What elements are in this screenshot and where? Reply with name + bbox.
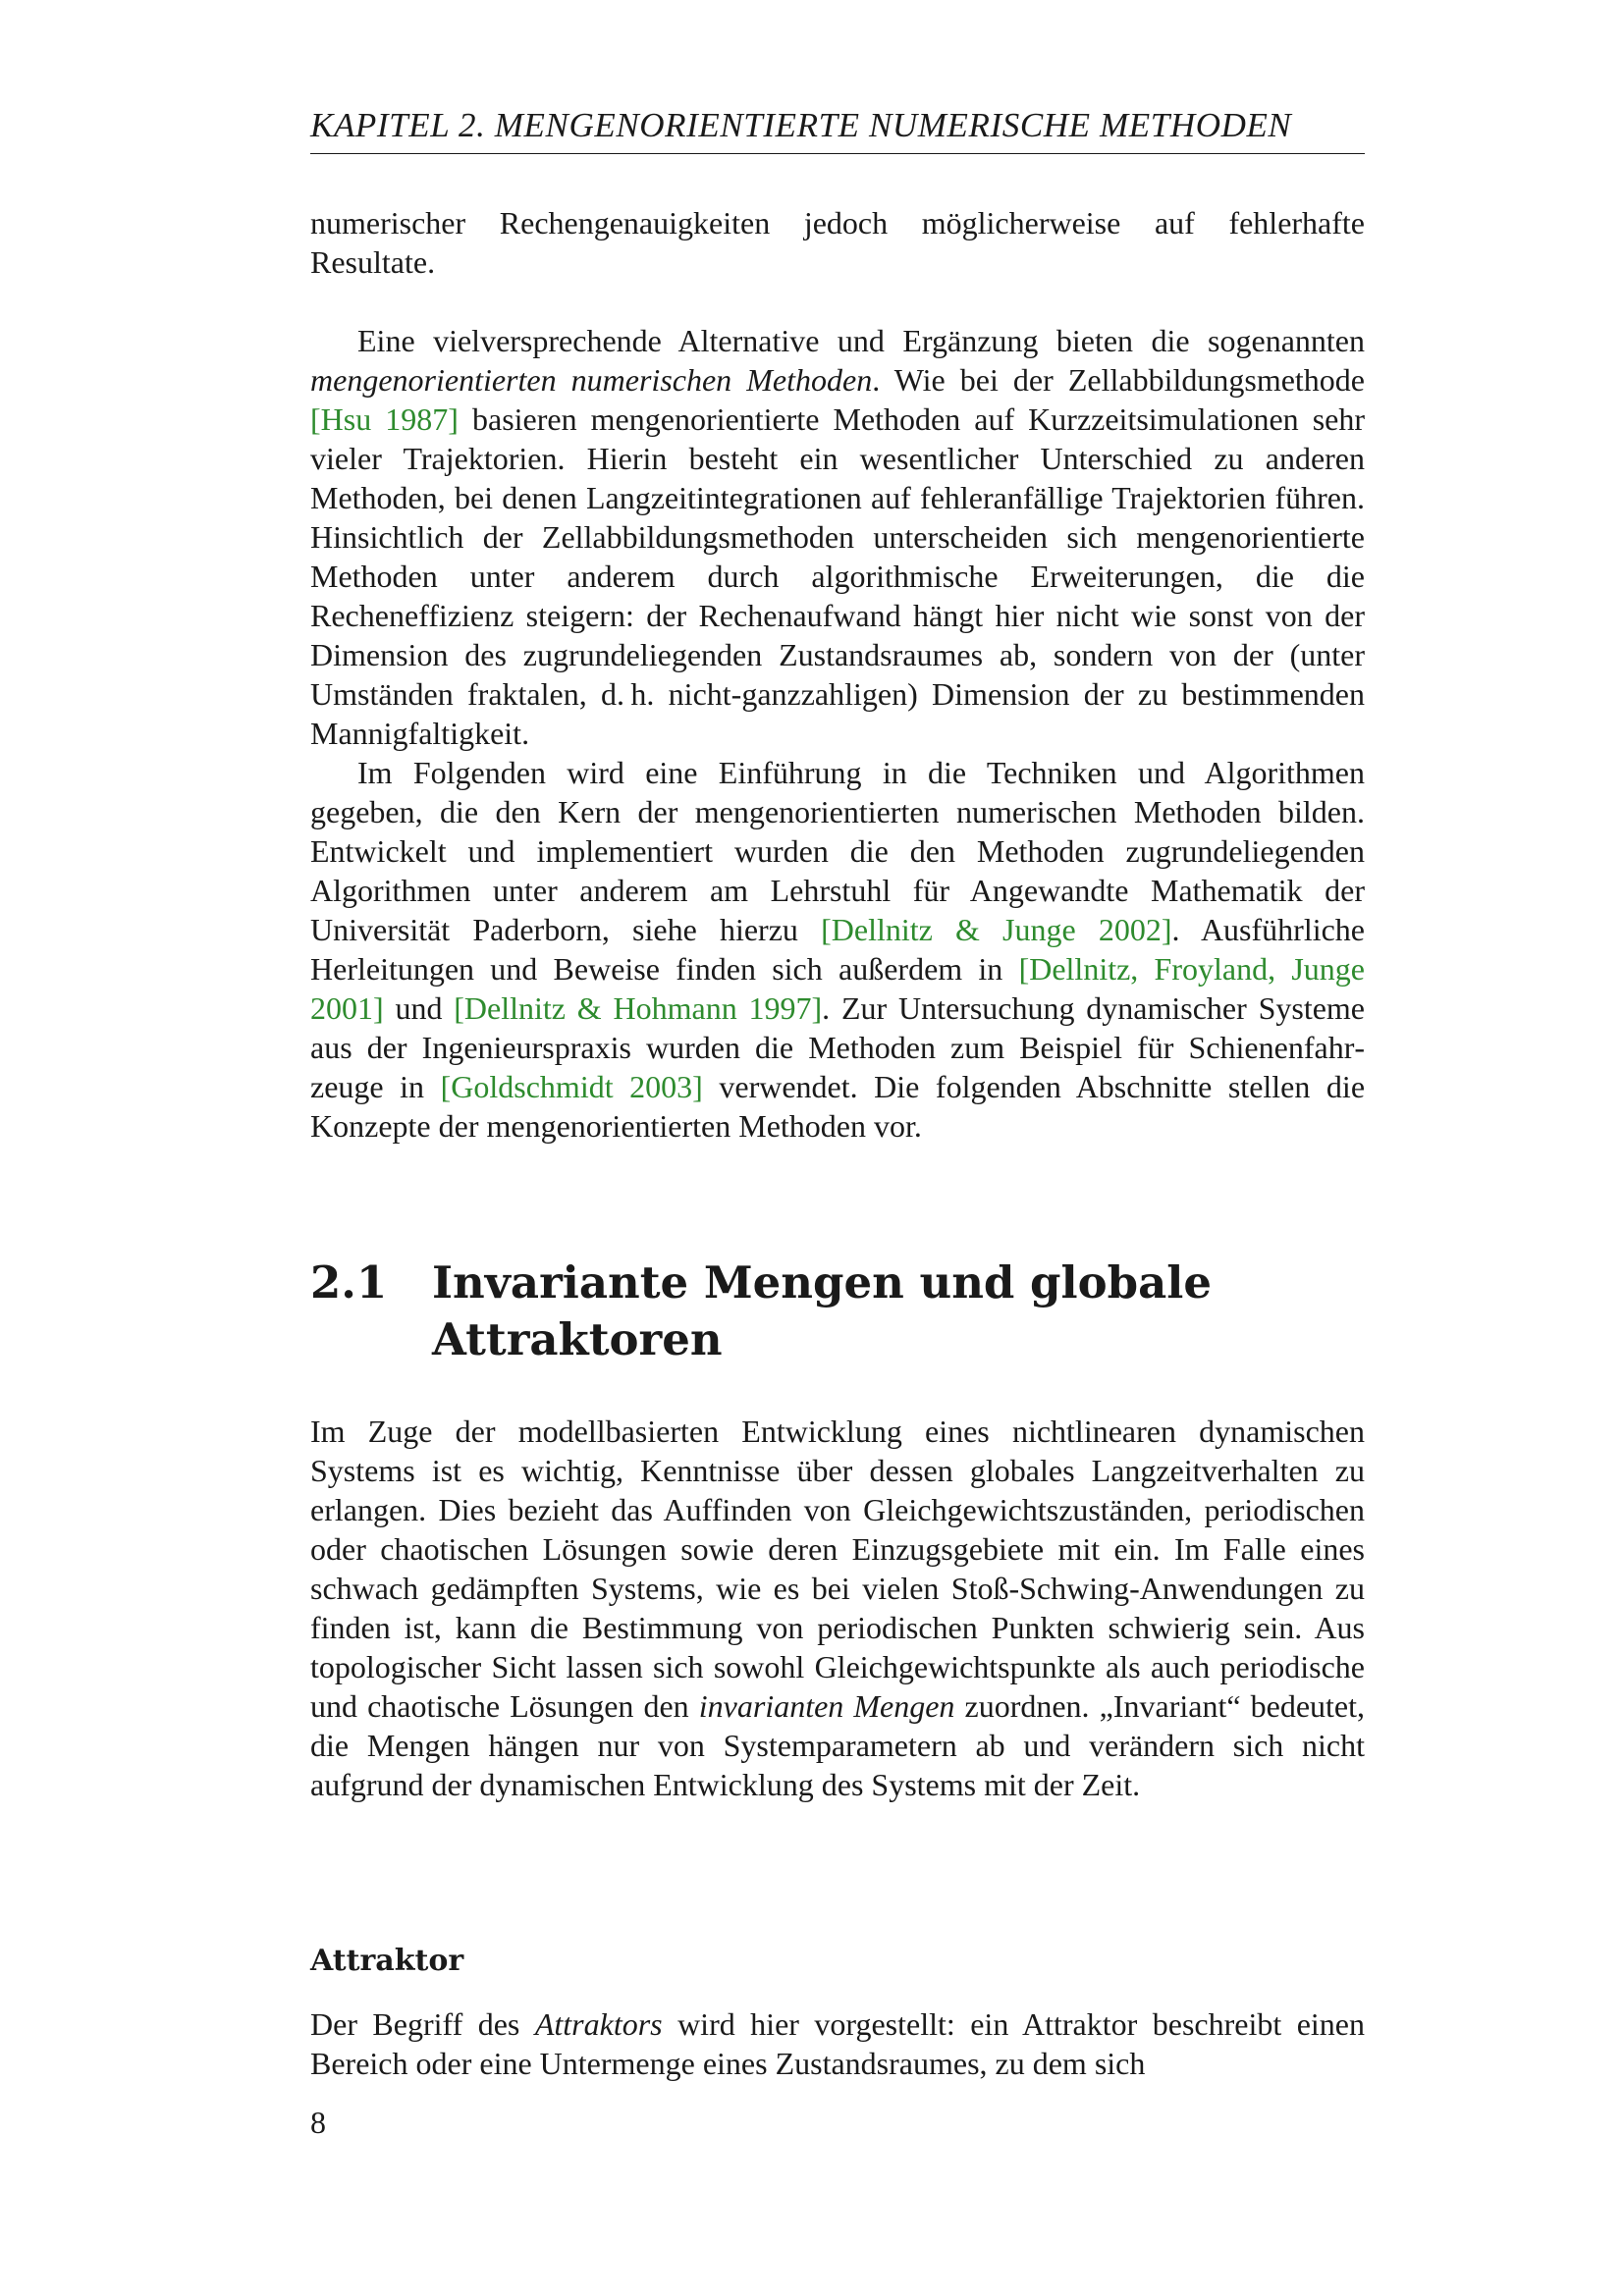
emphasis: mengenorientierten numerischen Methoden: [310, 362, 873, 398]
text-span: basieren mengenorientierte Methoden auf Kurzzeitsimulationen sehr vieler Trajektorien. Hierin besteht ein wesentlicher Unterschied zu anderen Methoden, bei denen Langzeitintegrationen auf fehleranfällige Trajektorien führen. Hinsichtlich der Zellabbildungsmethoden unterscheiden sich mengenorientierte Methoden unter anderem durch algorithmische Erweiterungen, die die Recheneffizienz steigern: der Rechenaufwand hängt hier nicht wie sonst von der Dimension des zugrundeliegenden Zustandsraumes ab, sondern von der (unter Umständen fraktalen, d. h. nicht-ganzzahligen) Dimension der zu bestimmenden Mannigfaltigkeit.: [310, 401, 1366, 751]
citation-link[interactable]: [Dellnitz & Hohmann 1997]: [454, 990, 823, 1026]
section-number: 2.1: [310, 1256, 388, 1308]
attraktor-text: [310, 2004, 1365, 2083]
section-heading: [310, 1255, 1371, 1368]
citation-link[interactable]: [Hsu 1987]: [310, 401, 459, 437]
text-span: Im Zuge der modellbasierten Entwicklung eines nichtlinearen dynamischen Systems ist es wichtig, Kenntnisse über dessen globales Langzeitverhalten zu erlangen. Dies bezieht das Auffinden von Gleichgewichtszuständen, periodischen oder chaotischen Lösungen sowie deren Einzugsgebiete mit ein. Im Falle eines schwach gedämpften Systems, wie es bei vielen Stoß-Schwing-Anwendungen zu finden ist, kann die Bestimmung von periodischen Punkten schwierig sein. Aus topologischer Sicht lassen sich sowohl Gleichgewichtspunkte als auch periodische und chaotische Lösungen den: [310, 1414, 1365, 1724]
text-span: Der Begriff des: [310, 2006, 535, 2042]
text-span: und: [383, 990, 455, 1026]
text-span: wird hier vorgestellt: ein Attraktor beschreibt einen Bereich oder eine Untermenge eines Zustandsraumes, zu dem sich: [310, 2006, 1366, 2081]
section-title: Invariante Mengen und globale Attraktoren: [432, 1256, 1212, 1365]
text-span: . Ausführliche Herleitungen und Beweise finden sich außerdem in: [310, 912, 1366, 987]
paragraph-introduction: [310, 753, 1365, 1146]
emphasis: Attraktors: [534, 2006, 663, 2042]
text-span: Eine vielversprechende Alternative und Ergänzung bieten die sogenannten: [357, 323, 1365, 358]
paragraph-heading-attraktor: Attraktor: [310, 1944, 464, 1978]
intro-text: [310, 203, 1365, 1146]
page-number: 8: [310, 2105, 326, 2140]
citation-link[interactable]: [Goldschmidt 2003]: [440, 1069, 703, 1104]
emphasis: invarianten Mengen: [698, 1688, 955, 1724]
text-span: Im Folgenden wird eine Einführung in die Techniken und Algorithmen gegeben, die den Kern der mengenorientierten numerischen Methoden bilden. Entwickelt und implementiert wurden die den Methoden zugrundeliegenden Algorithmen unter anderem am Lehrstuhl für Angewandte Mathematik der Universität Paderborn, siehe hierzu: [310, 755, 1365, 947]
text-span: zuordnen. „Invariant“ bedeutet, die Mengen hängen nur von Systemparametern ab und verändern sich nicht aufgrund der dynamischen Entwicklung des Systems mit der Zeit.: [310, 1688, 1366, 1802]
paragraph-invariant-sets: [310, 1412, 1365, 1804]
citation-link[interactable]: [Dellnitz, Froyland, Junge 2001]: [310, 951, 1366, 1026]
paragraph-continuation: numerischer Rechengenauigkeiten jedoch möglicherweise auf fehlerhafte Resultate.: [310, 205, 1365, 280]
text-span: verwendet. Die folgenden Abschnitte stellen die Konzepte der mengenorientierten Methoden vor.: [310, 1069, 1366, 1144]
section-text: [310, 1412, 1365, 1804]
text-span: . Wie bei der Zellabbildungsmethode: [872, 362, 1366, 398]
paragraph-alternative: [310, 321, 1365, 753]
citation-link[interactable]: [Dellnitz & Junge 2002]: [821, 912, 1172, 947]
paragraph-attraktor: [310, 2004, 1365, 2083]
running-header: KAPITEL 2. MENGENORIENTIERTE NUMERISCHE METHODEN: [310, 106, 1365, 154]
text-span: . Zur Untersuchung dynamischer Systeme aus der Ingenieurspraxis wurden die Methoden zum Beispiel für Schienenfahrzeuge in: [310, 990, 1366, 1104]
